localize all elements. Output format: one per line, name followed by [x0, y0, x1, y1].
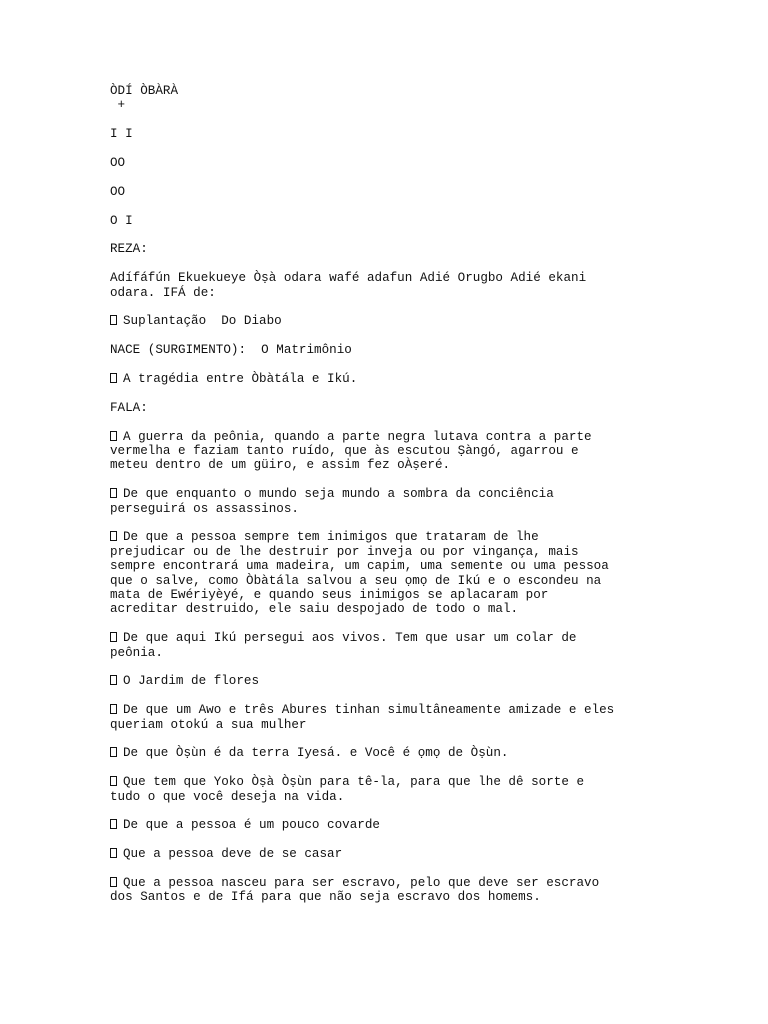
- list-item-text: De que a pessoa sempre tem inimigos que trataram de lhe: [123, 530, 539, 545]
- list-item: [110, 631, 650, 660]
- list-item-text: NACE (SURGIMENTO): O Matrimônio: [110, 343, 352, 358]
- list-item-text: peônia.: [110, 645, 163, 660]
- list-item: [110, 487, 650, 516]
- list-item-text: acreditar destruido, ele saiu despojado de todo o mal.: [110, 602, 519, 617]
- list-item-text: sempre encontrará uma madeira, um capim, uma semente ou uma pessoa: [110, 559, 609, 574]
- list-item: [110, 847, 650, 861]
- list-item-text: Suplantação Do Diabo: [123, 314, 282, 329]
- bullet-icon: [110, 877, 117, 887]
- list-item-text: vermelha e faziam tanto ruído, que às escutou Ṣàngó, agarrou e: [110, 443, 579, 458]
- list-item: [110, 746, 650, 760]
- odu-sign-row-4: O I: [110, 213, 133, 228]
- list-item-text: O Jardim de flores: [123, 674, 260, 689]
- bullet-icon: [110, 819, 117, 829]
- fala-list: [110, 430, 650, 905]
- list-item: [110, 674, 650, 688]
- list-item: [110, 876, 650, 905]
- list-item: [110, 530, 650, 616]
- list-item-text: De que a pessoa é um pouco covarde: [123, 818, 380, 833]
- list-item-text: dos Santos e de Ifá para que não seja escravo dos homems.: [110, 890, 541, 905]
- odu-sign-row-3: OO: [110, 184, 126, 199]
- list-item-text: A tragédia entre Òbàtála e Ikú.: [123, 371, 358, 386]
- list-item: [110, 775, 650, 804]
- list-item-text: De que aqui Ikú persegui aos vivos. Tem que usar um colar de: [123, 631, 577, 646]
- list-item: [110, 343, 650, 357]
- list-item-text: prejudicar ou de lhe destruir por inveja ou por vingança, mais: [110, 544, 579, 559]
- list-item: [110, 314, 650, 328]
- list-item-text: De que enquanto o mundo seja mundo a sombra da conciência: [123, 487, 554, 502]
- document-page: [110, 84, 650, 919]
- list-item-text: Que tem que Yoko Òṣà Òṣùn para tê-la, para que lhe dê sorte e: [123, 775, 585, 790]
- list-item-text: A guerra da peônia, quando a parte negra lutava contra a parte: [123, 429, 592, 444]
- bullet-icon: [110, 848, 117, 858]
- bullet-icon: [110, 431, 117, 441]
- list-item: [110, 703, 650, 732]
- list-item: [110, 372, 650, 386]
- list-item-text: De que um Awo e três Abures tinhan simultâneamente amizade e eles: [123, 703, 615, 718]
- list-item-text: tudo o que você deseja na vida.: [110, 789, 345, 804]
- list-item-text: meteu dentro de um güiro, e assim fez oÀṣeré.: [110, 458, 451, 473]
- bullet-icon: [110, 776, 117, 786]
- bullet-icon: [110, 373, 117, 383]
- list-item-text: De que Òṣùn é da terra Iyesá. e Você é ọmọ de Òṣùn.: [123, 746, 509, 761]
- fala-heading: FALA:: [110, 400, 148, 415]
- list-item-text: Que a pessoa nasceu para ser escravo, pelo que deve ser escravo: [123, 876, 600, 891]
- reza-paragraph: [110, 271, 650, 300]
- list-item: [110, 430, 650, 473]
- reza-heading: REZA:: [110, 242, 148, 257]
- plus-mark: +: [110, 98, 126, 113]
- list-item-text: mata de Ewériyèyé, e quando seus inimigos se aplacaram por: [110, 588, 549, 603]
- bullet-icon: [110, 531, 117, 541]
- bullet-icon: [110, 747, 117, 757]
- reza-line: odara. IFÁ de:: [110, 285, 216, 300]
- list-item: [110, 818, 650, 832]
- odu-sign-row-1: I I: [110, 127, 133, 142]
- odu-sign-row-2: OO: [110, 156, 126, 170]
- reza-line: Adífáfún Ekuekueye Òṣà odara wafé adafun Adié Orugbo Adié ekani: [110, 271, 587, 286]
- list-item-text: Que a pessoa deve de se casar: [123, 847, 343, 862]
- list-item-text: queriam otokú a sua mulher: [110, 717, 307, 732]
- list-item-text: que o salve, como Òbàtála salvou a seu ọmọ de Ikú e o escondeu na: [110, 573, 602, 588]
- bullet-icon: [110, 315, 117, 325]
- bullet-icon: [110, 632, 117, 642]
- list-item-text: perseguirá os assassinos.: [110, 501, 299, 516]
- bullet-icon: [110, 675, 117, 685]
- bullet-icon: [110, 488, 117, 498]
- bullet-icon: [110, 704, 117, 714]
- document-title: ÒDÍ ÒBÀRÀ: [110, 84, 179, 98]
